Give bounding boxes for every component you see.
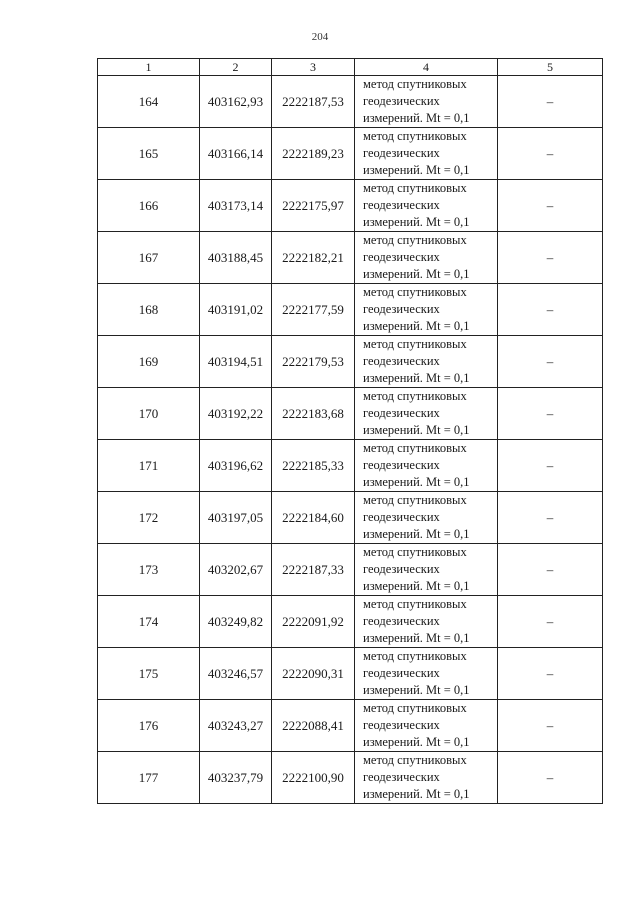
column-header-1: 1	[98, 59, 200, 76]
table-row	[98, 544, 603, 596]
y-coordinate-cell: 2222184,60	[272, 492, 355, 544]
page-number: 204	[311, 31, 329, 43]
x-coordinate-cell: 403249,82	[200, 596, 272, 648]
method-text-line: геодезических	[363, 302, 440, 316]
y-coordinate-cell: 2222175,97	[272, 180, 355, 232]
note-cell: –	[498, 648, 603, 700]
method-text-line: измерений. Mt = 0,1	[363, 163, 470, 177]
x-coordinate-cell: 403197,05	[200, 492, 272, 544]
table-row	[98, 128, 603, 180]
point-number-cell: 165	[98, 128, 200, 180]
method-text-line: метод спутниковых	[363, 129, 467, 143]
y-coordinate-cell: 2222185,33	[272, 440, 355, 492]
y-coordinate-cell: 2222177,59	[272, 284, 355, 336]
method-text-line: геодезических	[363, 718, 440, 732]
note-cell: –	[498, 596, 603, 648]
point-number-cell: 170	[98, 388, 200, 440]
method-text-line: измерений. Mt = 0,1	[363, 579, 470, 593]
x-coordinate-cell: 403237,79	[200, 752, 272, 804]
method-text-line: геодезических	[363, 354, 440, 368]
y-coordinate-cell: 2222100,90	[272, 752, 355, 804]
column-header-5: 5	[498, 59, 603, 76]
method-cell	[355, 648, 498, 700]
point-number-cell: 166	[98, 180, 200, 232]
x-coordinate-cell: 403202,67	[200, 544, 272, 596]
method-text-line: метод спутниковых	[363, 337, 467, 351]
method-text-line: метод спутниковых	[363, 649, 467, 663]
method-text-line: геодезических	[363, 146, 440, 160]
table-row	[98, 440, 603, 492]
method-text-line: измерений. Mt = 0,1	[363, 475, 470, 489]
method-cell	[355, 544, 498, 596]
note-cell: –	[498, 76, 603, 128]
method-text-line: геодезических	[363, 614, 440, 628]
y-coordinate-cell: 2222187,33	[272, 544, 355, 596]
note-cell: –	[498, 232, 603, 284]
method-text-line: геодезических	[363, 250, 440, 264]
column-header-4: 4	[355, 59, 498, 76]
point-number-cell: 172	[98, 492, 200, 544]
table-row	[98, 284, 603, 336]
method-text-line: геодезических	[363, 458, 440, 472]
method-cell	[355, 388, 498, 440]
method-cell	[355, 336, 498, 388]
x-coordinate-cell: 403192,22	[200, 388, 272, 440]
method-cell	[355, 180, 498, 232]
method-text-line: измерений. Mt = 0,1	[363, 631, 470, 645]
method-text-line: измерений. Mt = 0,1	[363, 111, 470, 125]
method-text-line: измерений. Mt = 0,1	[363, 423, 470, 437]
point-number-cell: 176	[98, 700, 200, 752]
x-coordinate-cell: 403188,45	[200, 232, 272, 284]
note-cell: –	[498, 492, 603, 544]
method-cell	[355, 232, 498, 284]
method-cell	[355, 752, 498, 804]
y-coordinate-cell: 2222187,53	[272, 76, 355, 128]
point-number-cell: 164	[98, 76, 200, 128]
method-text-line: метод спутниковых	[363, 389, 467, 403]
note-cell: –	[498, 700, 603, 752]
coordinates-table	[97, 58, 603, 804]
method-text-line: геодезических	[363, 510, 440, 524]
x-coordinate-cell: 403173,14	[200, 180, 272, 232]
table-row	[98, 76, 603, 128]
method-cell	[355, 440, 498, 492]
header-row	[98, 59, 603, 76]
table-row	[98, 648, 603, 700]
y-coordinate-cell: 2222088,41	[272, 700, 355, 752]
note-cell: –	[498, 336, 603, 388]
point-number-cell: 169	[98, 336, 200, 388]
x-coordinate-cell: 403196,62	[200, 440, 272, 492]
method-text-line: измерений. Mt = 0,1	[363, 683, 470, 697]
x-coordinate-cell: 403162,93	[200, 76, 272, 128]
method-text-line: метод спутниковых	[363, 77, 467, 91]
method-text-line: геодезических	[363, 562, 440, 576]
method-text-line: геодезических	[363, 94, 440, 108]
point-number-cell: 174	[98, 596, 200, 648]
x-coordinate-cell: 403194,51	[200, 336, 272, 388]
note-cell: –	[498, 752, 603, 804]
y-coordinate-cell: 2222189,23	[272, 128, 355, 180]
point-number-cell: 175	[98, 648, 200, 700]
point-number-cell: 168	[98, 284, 200, 336]
method-text-line: геодезических	[363, 666, 440, 680]
x-coordinate-cell: 403191,02	[200, 284, 272, 336]
method-text-line: метод спутниковых	[363, 701, 467, 715]
method-text-line: геодезических	[363, 406, 440, 420]
method-text-line: геодезических	[363, 198, 440, 212]
method-text-line: метод спутниковых	[363, 285, 467, 299]
method-cell	[355, 596, 498, 648]
table-row	[98, 388, 603, 440]
method-text-line: метод спутниковых	[363, 181, 467, 195]
y-coordinate-cell: 2222183,68	[272, 388, 355, 440]
y-coordinate-cell: 2222091,92	[272, 596, 355, 648]
method-cell	[355, 76, 498, 128]
point-number-cell: 177	[98, 752, 200, 804]
method-text-line: измерений. Mt = 0,1	[363, 267, 470, 281]
column-header-2: 2	[200, 59, 272, 76]
x-coordinate-cell: 403166,14	[200, 128, 272, 180]
method-text-line: измерений. Mt = 0,1	[363, 319, 470, 333]
method-text-line: метод спутниковых	[363, 545, 467, 559]
y-coordinate-cell: 2222182,21	[272, 232, 355, 284]
method-cell	[355, 700, 498, 752]
method-text-line: метод спутниковых	[363, 493, 467, 507]
point-number-cell: 167	[98, 232, 200, 284]
x-coordinate-cell: 403243,27	[200, 700, 272, 752]
point-number-cell: 171	[98, 440, 200, 492]
note-cell: –	[498, 388, 603, 440]
table-row	[98, 752, 603, 804]
note-cell: –	[498, 544, 603, 596]
note-cell: –	[498, 180, 603, 232]
method-cell	[355, 492, 498, 544]
column-header-3: 3	[272, 59, 355, 76]
method-text-line: геодезических	[363, 770, 440, 784]
method-text-line: метод спутниковых	[363, 753, 467, 767]
method-text-line: метод спутниковых	[363, 441, 467, 455]
method-text-line: измерений. Mt = 0,1	[363, 735, 470, 749]
y-coordinate-cell: 2222090,31	[272, 648, 355, 700]
method-cell	[355, 284, 498, 336]
note-cell: –	[498, 284, 603, 336]
table-row	[98, 232, 603, 284]
method-text-line: метод спутниковых	[363, 597, 467, 611]
method-text-line: измерений. Mt = 0,1	[363, 527, 470, 541]
table-header	[98, 59, 603, 76]
method-cell	[355, 128, 498, 180]
table-row	[98, 336, 603, 388]
table-row	[98, 180, 603, 232]
table-row	[98, 700, 603, 752]
method-text-line: измерений. Mt = 0,1	[363, 371, 470, 385]
table-body	[98, 76, 603, 804]
x-coordinate-cell: 403246,57	[200, 648, 272, 700]
table-row	[98, 596, 603, 648]
method-text-line: измерений. Mt = 0,1	[363, 215, 470, 229]
note-cell: –	[498, 440, 603, 492]
y-coordinate-cell: 2222179,53	[272, 336, 355, 388]
note-cell: –	[498, 128, 603, 180]
method-text-line: метод спутниковых	[363, 233, 467, 247]
method-text-line: измерений. Mt = 0,1	[363, 787, 470, 801]
point-number-cell: 173	[98, 544, 200, 596]
table-row	[98, 492, 603, 544]
